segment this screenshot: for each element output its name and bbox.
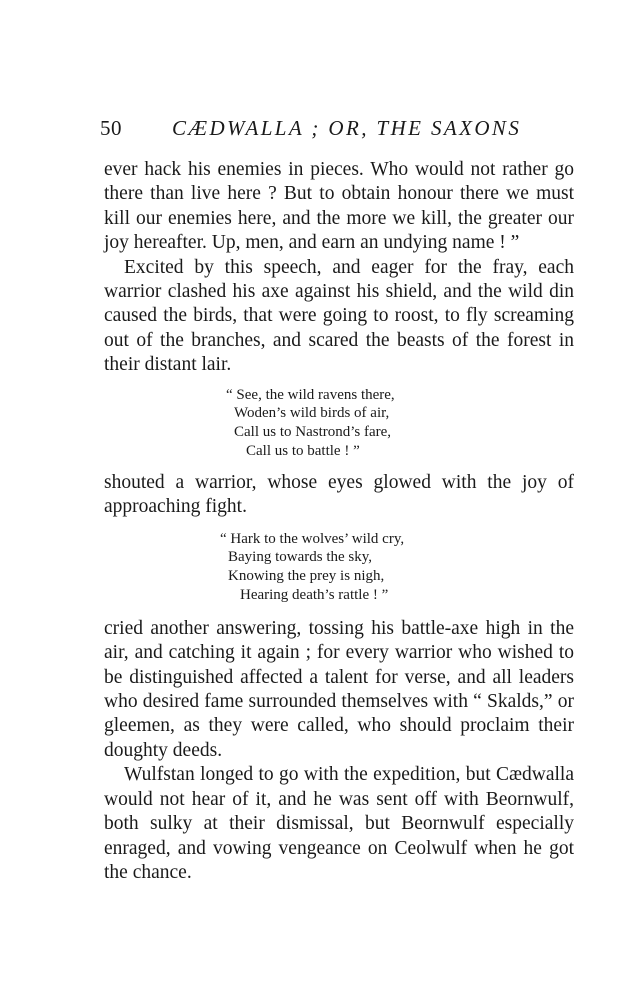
verse-line: Call us to Nastrond’s fare, (234, 424, 392, 441)
verse-line: Knowing the prey is nigh, (228, 568, 385, 585)
body-text (104, 158, 574, 885)
verse-ravens (104, 386, 574, 461)
verse-line: Woden’s wild birds of air, (234, 405, 390, 422)
verse-line: Hearing death’s rattle ! ” (240, 587, 389, 604)
running-title: CÆDWALLA ; OR, THE SAXONS (172, 116, 522, 140)
page-header (100, 116, 540, 148)
verse-line: “ See, the wild ravens there, (226, 386, 395, 403)
paragraph-cried: cried another answering, tossing his battle-axe high in the air, and catching it again ; for every warrior who wished to be distinguished affected a talent for verse, and all leaders who desired fame surrounded themselves with “ Skalds,” or gleemen, as they were called, who should proclaim their doughty deeds. (104, 617, 574, 761)
verse-line: “ Hark to the wolves’ wild cry, (220, 530, 405, 547)
paragraph-wulfstan: Wulfstan longed to go with the expedition, but Cædwalla would not hear of it, and he was sent off with Beornwulf, both sulky at their dismissal, but Beornwulf especially enraged, and vowing vengeance on Ceolwulf when he got the chance. (104, 764, 574, 883)
verse-line: Baying towards the sky, (228, 549, 373, 566)
page-number: 50 (100, 116, 122, 140)
paragraph-speech-end: ever hack his enemies in pieces. Who would not rather go there than live here ? But to obtain honour there we must kill our enemies here, and the more we kill, the greater our joy hereafter. Up, men, and earn an undying name ! ” (104, 159, 574, 254)
paragraph-shouted: shouted a warrior, whose eyes glowed with the joy of approaching fight. (104, 471, 574, 518)
verse-line: Call us to battle ! ” (246, 443, 360, 460)
paragraph-excited: Excited by this speech, and eager for the fray, each warrior clashed his axe against his shield, and the wild din caused the birds, that were going to roost, to fly screaming out of the branches, and scared the beasts of the forest in their distant lair. (104, 256, 574, 376)
verse-wolves (104, 530, 574, 605)
